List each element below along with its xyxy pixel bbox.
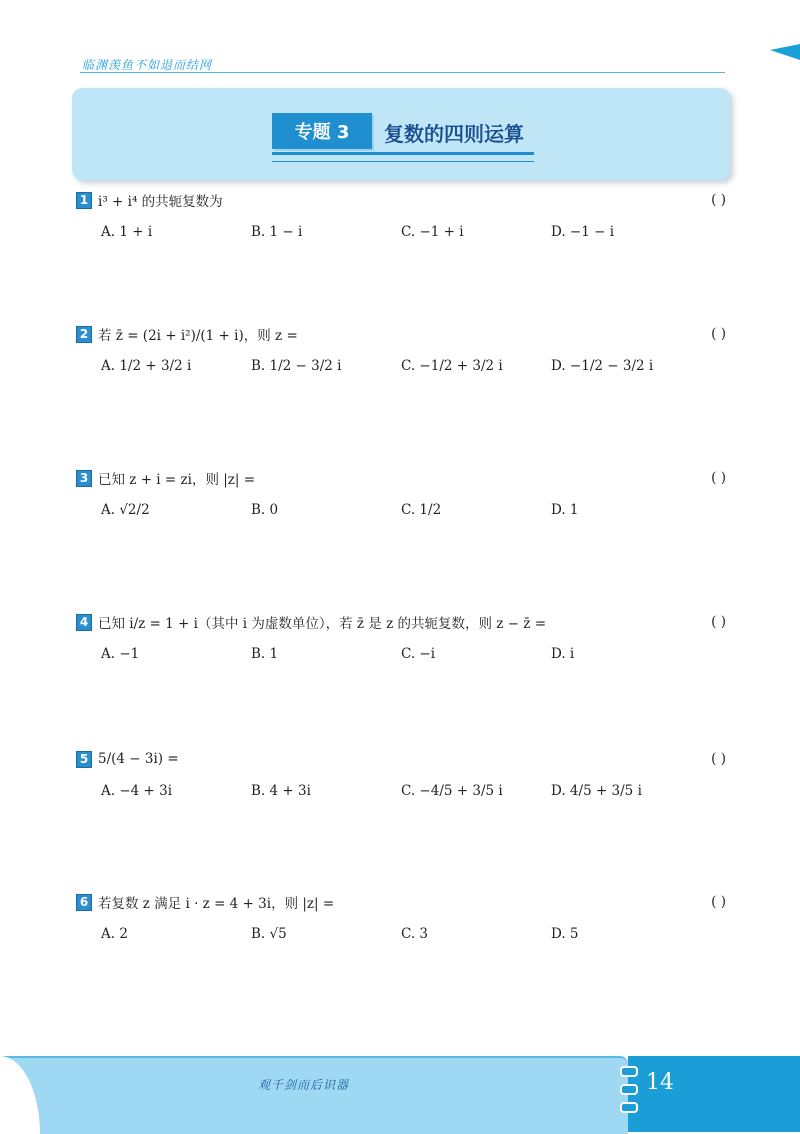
problem-stem: i³ + i⁴ 的共轭复数为 [98,194,223,210]
footer-motto: 观千剑而后识器 [258,1078,350,1092]
option-b: B. 1 [251,646,279,662]
option-b: B. 0 [251,502,279,518]
option-d: D. 1 [551,502,579,518]
problem-stem: 5/(4 − 3i) = [98,751,179,767]
problem-number: 1 [76,192,92,209]
problem-number: 4 [76,614,92,631]
topic-badge: 专题 3 [272,113,372,149]
option-d: D. 5 [551,926,579,942]
header-motto: 临渊羡鱼不如退而结网 [82,58,213,72]
option-c: C. 1/2 [401,502,442,518]
answer-paren: ( ) [711,894,726,910]
option-a: A. 2 [101,926,128,942]
option-d: D. −1/2 − 3/2 i [551,358,654,374]
footer-bar [0,1056,628,1134]
answer-paren: ( ) [711,470,726,486]
binding-ring-icon [620,1084,638,1095]
problem-6 [76,887,726,951]
page-number: 14 [646,1070,674,1095]
option-d: D. 4/5 + 3/5 i [551,783,642,799]
option-a: A. −1 [101,646,140,662]
option-b: B. 4 + 3i [251,783,311,799]
header-rule [80,72,725,73]
problem-stem: 已知 i/z = 1 + i（其中 i 为虚数单位），若 z̄ 是 z 的共轭复数，则 z − z̄ = [98,616,547,632]
option-b: B. √5 [251,926,287,942]
answer-paren: ( ) [711,192,726,208]
binding-ring-icon [620,1066,638,1077]
answer-paren: ( ) [711,614,726,630]
topic-title: 复数的四则运算 [384,122,524,146]
binding-ring-icon [620,1102,638,1113]
answer-paren: ( ) [711,326,726,342]
problem-stem: 已知 z + i = zi，则 |z| = [98,472,256,488]
problem-stem: 若 z̄ = (2i + i²)/(1 + i)，则 z = [98,328,298,344]
problem-5 [76,744,726,808]
problem-number: 3 [76,470,92,487]
answer-paren: ( ) [711,751,726,767]
option-c: C. −1 + i [401,224,464,240]
corner-tab-mark [770,44,800,60]
problem-4 [76,607,726,671]
option-a: A. −4 + 3i [101,783,173,799]
option-b: B. 1 − i [251,224,303,240]
problem-number: 5 [76,751,92,768]
option-a: A. 1 + i [101,224,153,240]
option-c: C. −4/5 + 3/5 i [401,783,503,799]
title-underline [272,152,534,162]
option-d: D. −1 − i [551,224,615,240]
problem-2 [76,319,726,383]
problem-number: 6 [76,894,92,911]
topic-banner [72,88,730,180]
option-c: C. −i [401,646,436,662]
option-a: A. 1/2 + 3/2 i [101,358,192,374]
option-c: C. 3 [401,926,429,942]
option-d: D. i [551,646,575,662]
problem-1 [76,185,726,249]
problem-stem: 若复数 z 满足 i · z = 4 + 3i，则 |z| = [98,896,335,912]
problem-number: 2 [76,326,92,343]
problem-3 [76,463,726,527]
option-b: B. 1/2 − 3/2 i [251,358,342,374]
option-c: C. −1/2 + 3/2 i [401,358,503,374]
option-a: A. √2/2 [101,502,150,518]
